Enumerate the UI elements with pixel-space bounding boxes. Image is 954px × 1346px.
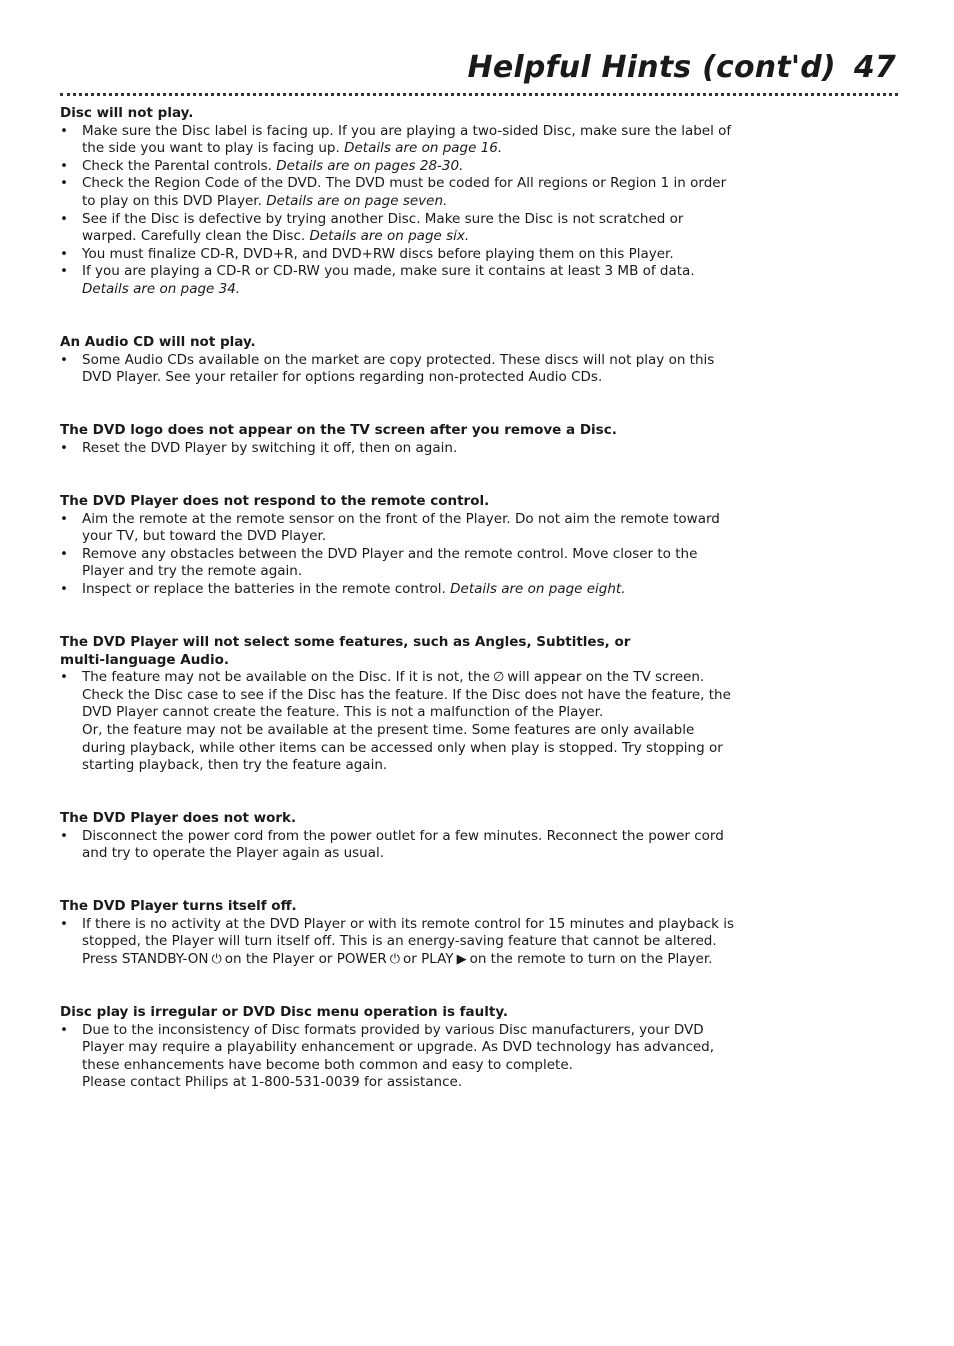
section-irregular-play [60, 1004, 740, 1092]
list-item: • See if the Disc is defective by trying another Disc. Make sure the Disc is not scratched or warped. Carefully clean the Disc. Details are on page six. [60, 211, 740, 246]
hint-list [60, 669, 740, 775]
page-number: 47 [853, 50, 896, 85]
section-audio-cd [60, 334, 740, 387]
hint-list [60, 352, 740, 387]
list-item: • Remove any obstacles between the DVD Player and the remote control. Move closer to the Player and try the remote again. [60, 546, 740, 581]
hint-list [60, 440, 740, 458]
list-item: • Check the Parental controls. Details are on pages 28-30. [60, 158, 740, 176]
section-heading: The DVD Player does not respond to the remote control. [60, 493, 490, 509]
power-icon: ⏻ [389, 951, 401, 967]
section-turns-off [60, 898, 740, 968]
section-heading: Disc will not play. [60, 105, 194, 121]
list-item: • Disconnect the power cord from the power outlet for a few minutes. Reconnect the power cord and try to operate the Player again as usual. [60, 828, 740, 863]
power-icon: ⏻ [211, 951, 222, 967]
hint-list [60, 511, 740, 599]
page-title-text: Helpful Hints (cont'd) [467, 50, 836, 85]
page-title [468, 50, 896, 85]
list-item: • Check the Region Code of the DVD. The DVD must be coded for All regions or Region 1 in order to play on this DVD Player. Details are on page seven. [60, 175, 740, 210]
section-heading: An Audio CD will not play. [60, 334, 256, 350]
section-heading: Disc play is irregular or DVD Disc menu operation is faulty. [60, 1004, 509, 1020]
list-item: • Inspect or replace the batteries in the remote control. Details are on page eight. [60, 581, 740, 599]
list-item: • If there is no activity at the DVD Player or with its remote control for 15 minutes and playback is stopped, the Player will turn itself off. This is an energy-saving feature that cannot be altered. Press STANDBY-ON ⏻ on the Player or POWER ⏻ or PLAY ▶ on the remote to turn on the Player. [60, 916, 740, 969]
list-item: • Make sure the Disc label is facing up. If you are playing a two-sided Disc, make sure the label of the side you want to play is facing up. Details are on page 16. [60, 123, 740, 158]
list-item: • Due to the inconsistency of Disc formats provided by various Disc manufacturers, your DVD Player may require a playability enhancement or upgrade. As DVD technology has advanced, these enhancements have become both common and easy to complete. Please contact Philips at 1-800-531-0039 for assistance. [60, 1022, 740, 1092]
list-item: • Reset the DVD Player by switching it off, then on again. [60, 440, 740, 458]
hint-list [60, 123, 740, 299]
section-heading: The DVD Player does not work. [60, 810, 297, 826]
section-dvd-logo [60, 422, 740, 457]
section-heading: The DVD Player turns itself off. [60, 898, 297, 914]
play-icon: ▶ [456, 951, 467, 967]
no-symbol-icon: ∅ [492, 670, 505, 686]
list-item: • The feature may not be available on the Disc. If it is not, the ∅ will appear on the TV screen. Check the Disc case to see if the Disc has the feature. If the Disc does not have the feature, the DVD Player cannot create the feature. This is not a malfunction of the Player. Or, the feature may not be available at the present time. Some features are only available during playback, while other items can be accessed only when play is stopped. Try stopping or starting playback, then try the feature again. [60, 669, 740, 775]
section-remote-control [60, 493, 740, 599]
hint-list [60, 916, 740, 969]
hint-list [60, 1022, 740, 1092]
section-heading: The DVD Player will not select some features, such as Angles, Subtitles, or multi-language Audio. [60, 634, 631, 668]
list-item: • Aim the remote at the remote sensor on the front of the Player. Do not aim the remote toward your TV, but toward the DVD Player. [60, 511, 740, 546]
hint-list [60, 828, 740, 863]
section-not-work [60, 810, 740, 863]
section-disc-will-not-play [60, 105, 740, 299]
section-heading: The DVD logo does not appear on the TV screen after you remove a Disc. [60, 422, 617, 438]
list-item: • If you are playing a CD-R or CD-RW you made, make sure it contains at least 3 MB of data. Details are on page 34. [60, 263, 740, 298]
dotted-divider [60, 93, 898, 96]
list-item: • You must finalize CD-R, DVD+R, and DVD+RW discs before playing them on this Player. [60, 246, 740, 264]
list-item: • Some Audio CDs available on the market are copy protected. These discs will not play on this DVD Player. See your retailer for options regarding non-protected Audio CDs. [60, 352, 740, 387]
section-features [60, 634, 740, 775]
